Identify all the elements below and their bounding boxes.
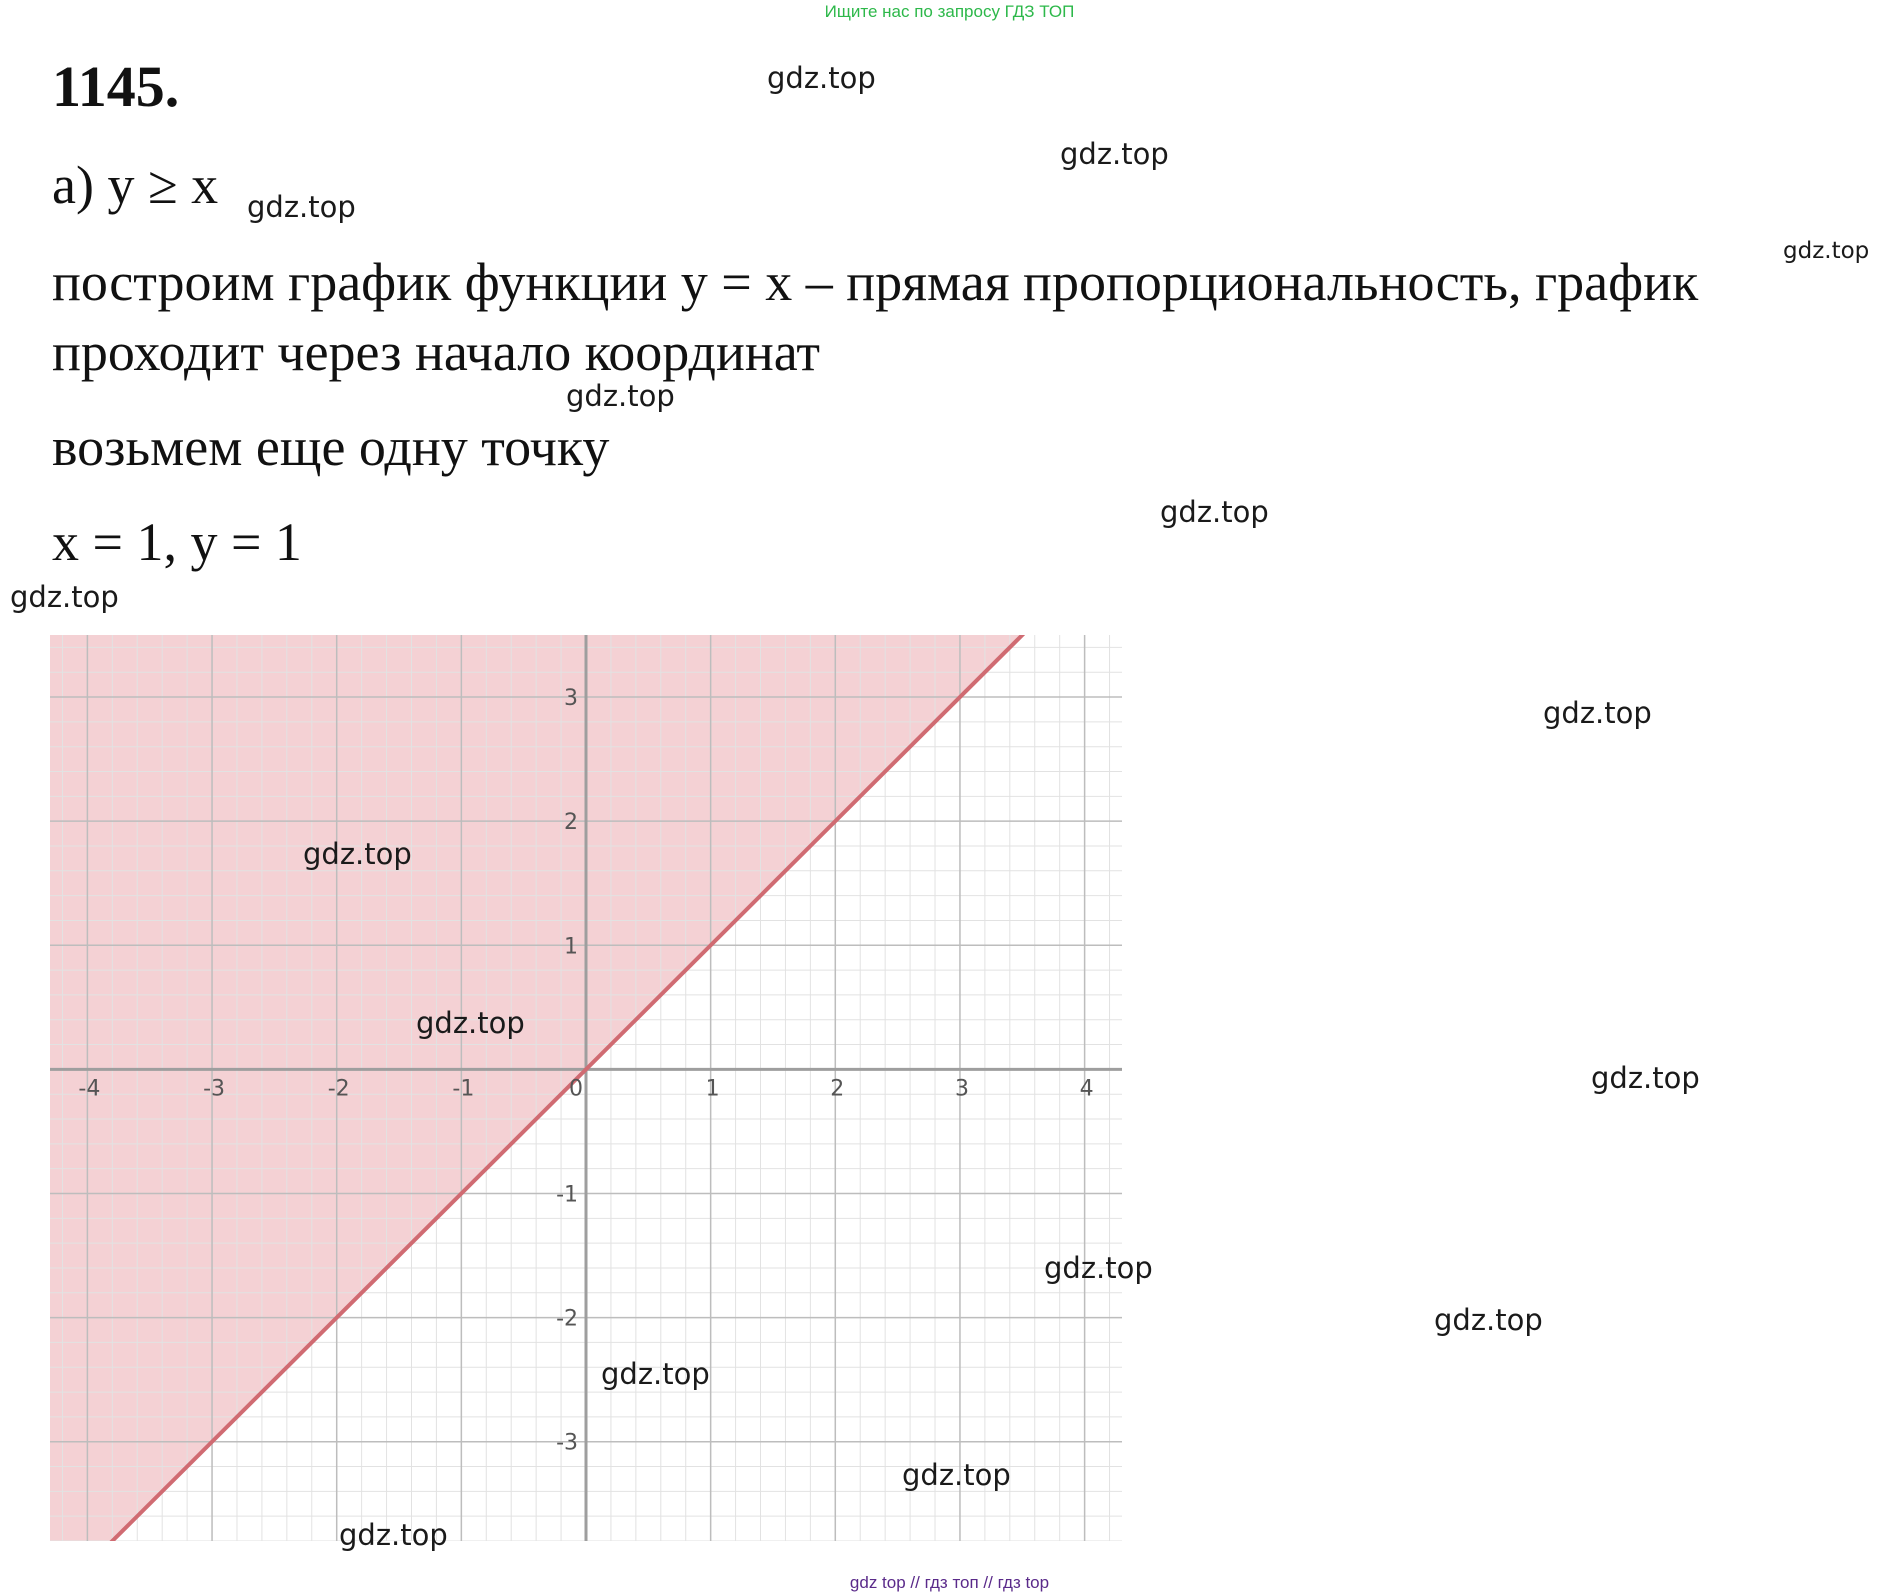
x-tick-label: 3 xyxy=(954,1076,969,1102)
watermark: gdz.top xyxy=(339,1518,448,1552)
x-tick-label: 2 xyxy=(830,1076,845,1102)
solution-line-3: возьмем еще одну точку xyxy=(52,417,610,477)
x-tick-label: -2 xyxy=(327,1076,350,1102)
y-tick-label: 1 xyxy=(564,934,578,960)
part-a-inequality: а) y ≥ x xyxy=(52,155,219,215)
watermark: gdz.top xyxy=(601,1357,710,1391)
watermark: gdz.top xyxy=(902,1458,1011,1492)
solution-line-4: x = 1, y = 1 xyxy=(52,512,302,572)
watermark: gdz.top xyxy=(416,1006,525,1040)
problem-number: 1145. xyxy=(52,54,180,119)
watermark: gdz.top xyxy=(1591,1061,1700,1095)
y-tick-label: -3 xyxy=(556,1430,578,1456)
watermark: gdz.top xyxy=(566,379,675,413)
watermark: gdz.top xyxy=(1434,1303,1543,1337)
x-tick-label: -4 xyxy=(78,1076,101,1102)
top-banner: Ищите нас по запросу ГДЗ ТОП xyxy=(824,2,1075,21)
watermark: gdz.top xyxy=(10,580,119,614)
watermark: gdz.top xyxy=(767,61,876,95)
x-tick-label: 1 xyxy=(705,1076,720,1102)
y-tick-label: -2 xyxy=(556,1306,578,1332)
watermark: gdz.top xyxy=(1783,238,1870,264)
solution-line-2: проходит через начало координат xyxy=(52,322,820,382)
inequality-graph xyxy=(50,635,1122,1541)
footer-links: gdz top // гдз топ // гдз top xyxy=(849,1573,1050,1592)
solution-line-1: построим график функции y = x – прямая пропорциональность, график xyxy=(52,252,1699,312)
y-tick-label: -1 xyxy=(556,1182,578,1208)
x-tick-label: 4 xyxy=(1079,1076,1094,1102)
x-tick-label: -1 xyxy=(452,1076,475,1102)
watermark: gdz.top xyxy=(247,190,356,224)
y-tick-label: 3 xyxy=(564,686,578,712)
watermark: gdz.top xyxy=(1044,1251,1153,1285)
watermark: gdz.top xyxy=(1543,696,1652,730)
x-tick-label: -3 xyxy=(203,1076,226,1102)
watermark: gdz.top xyxy=(1160,495,1269,529)
y-tick-label: 2 xyxy=(564,810,578,836)
watermark: gdz.top xyxy=(1060,137,1169,171)
x-tick-label: 0 xyxy=(569,1076,583,1102)
watermark: gdz.top xyxy=(303,837,412,871)
